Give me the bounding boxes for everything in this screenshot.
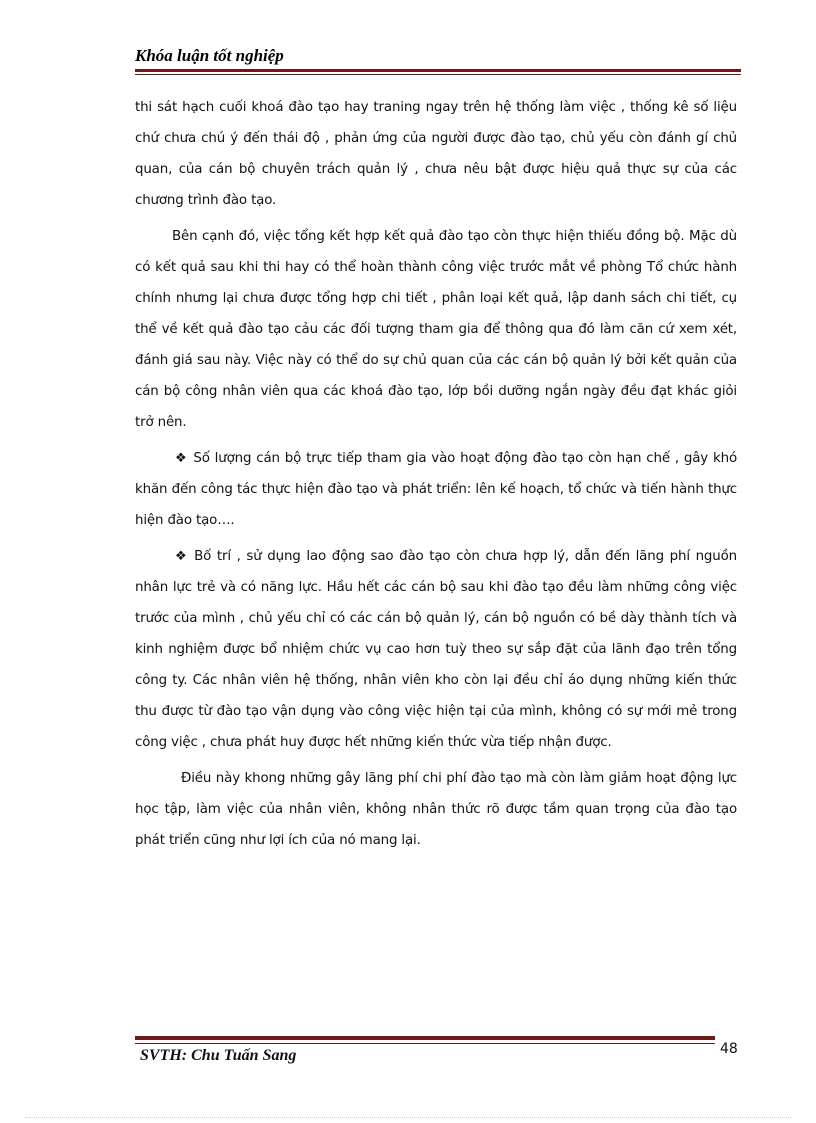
header-title: Khóa luận tốt nghiệp [135, 46, 284, 65]
paragraph-1: thi sát hạch cuối khoá đào tạo hay traning ngay trên hệ thống làm việc , thống kê số liệu chứ chưa chú ý đến thái độ , phản ứng của người được đào tạo, chủ yếu còn đánh gí chủ quan, của cán bộ chuyên trách quản lý , chưa nêu bật được hiệu quả thực sự của các chương trình đào tạo. [135, 100, 737, 208]
diamond-bullet-icon: ❖ [175, 549, 189, 564]
diamond-bullet-icon: ❖ [175, 451, 188, 466]
bullet-text-2: Bố trí , sử dụng lao động sao đào tạo còn chưa hợp lý, dẫn đến lãng phí nguồn nhân lực trẻ và có năng lực. Hầu hết các cán bộ sau khi đào tạo đều làm những công việc trước của mình , chủ yếu chỉ có các cán bộ quản lý, cán bộ nguồn có bề dày thành tích và kinh nghiệm được bổ nhiệm chức vụ cao hơn tuỳ theo sự sắp đặt của lãnh đạo trên tổng công ty. Các nhân viên hệ thống, nhân viên kho còn lại đều chỉ áo dụng những kiến thức thu được từ đào tạo vận dụng vào công việc hiện tại của mình, không có sự mới mẻ trong công việc , chưa phát huy được hết những kiến thức vừa tiếp nhận được. [135, 549, 737, 750]
footer-rule-thick [135, 1036, 715, 1040]
paragraph-2: Bên cạnh đó, việc tổng kết hợp kết quả đào tạo còn thực hiện thiếu đồng bộ. Mặc dù có kết quả sau khi thi hay có thể hoàn thành công việc trước mắt về phòng Tổ chức hành chính nhưng lại chưa được tổng hợp chi tiết , phân loại kết quả, lập danh sách chi tiết, cụ thể về kết quả đào tạo cảu các đối tượng tham gia để thông qua đó làm căn cứ xem xét, đánh giá sau này. Việc này có thể do sự chủ quan của các cán bộ quản lý bởi kết quản của cán bộ công nhân viên qua các khoá đào tạo, lớp bồi dưỡng ngắn ngày đều đạt khác giỏi trở nên. [135, 229, 737, 430]
page-edge-divider [25, 1117, 791, 1118]
bullet-text-1: Số lượng cán bộ trực tiếp tham gia vào hoạt động đào tạo còn hạn chế , gây khó khăn đến công tác thực hiện đào tạo và phát triển: lên kế hoạch, tổ chức và tiến hành thực hiện đào tạo…. [135, 451, 737, 528]
header-rule-thin [135, 74, 741, 75]
document-body [135, 92, 737, 861]
bullet-paragraph-1 [135, 443, 737, 536]
footer-rule-thin [135, 1043, 715, 1044]
page-number: 48 [720, 1041, 738, 1057]
footer-author: SVTH: Chu Tuấn Sang [140, 1047, 297, 1064]
paragraph-5: Điều này khong những gây lãng phí chi phí đào tạo mà còn làm giảm hoạt động lực học tập, làm việc của nhân viên, không nhân thức rõ được tầm quan trọng của đào tạo phát triển cũng như lợi ích của nó mang lại. [135, 771, 737, 848]
header-rule-thick [135, 69, 741, 72]
bullet-paragraph-2 [135, 541, 737, 758]
